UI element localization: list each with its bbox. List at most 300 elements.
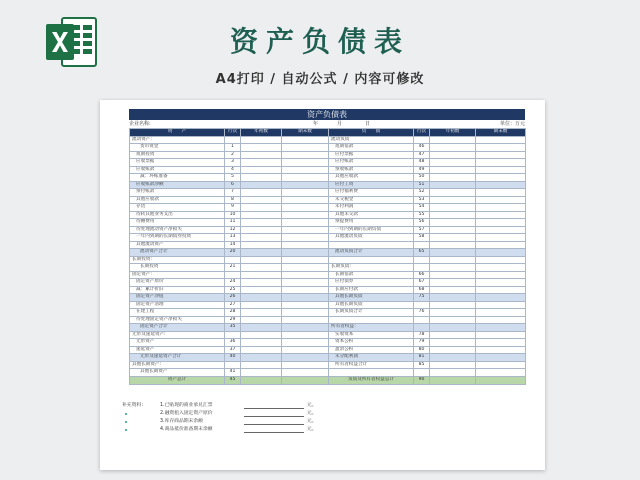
page-subtitle: A4打印 / 自动公式 / 内容可修改 (215, 72, 425, 87)
col-header: 年初数 (241, 129, 282, 137)
liability-end-cell[interactable] (476, 226, 526, 234)
year-label: 年 (313, 121, 319, 127)
col-header: 行次 (225, 129, 241, 137)
asset-begin-cell[interactable] (241, 354, 282, 362)
table-header-row (130, 129, 526, 137)
asset-begin-cell[interactable] (241, 174, 282, 182)
asset-line-no (225, 256, 241, 264)
col-header: 负 债 (329, 129, 414, 137)
asset-begin-cell[interactable] (241, 271, 282, 279)
liability-label (329, 369, 414, 377)
table-row (130, 361, 526, 369)
asset-end-cell[interactable] (282, 211, 329, 219)
liability-label: 流动负债合计 (329, 249, 414, 257)
liability-label (329, 316, 414, 324)
asset-line-no: 10 (225, 211, 241, 219)
liability-end-cell[interactable] (476, 301, 526, 309)
liability-line-no (414, 256, 430, 264)
liability-begin-cell[interactable] (430, 316, 476, 324)
liability-label: 应付债券 (329, 279, 414, 287)
liability-begin-cell[interactable] (430, 219, 476, 227)
asset-label: 待处理固定资产净损失 (130, 316, 225, 324)
asset-begin-cell[interactable] (241, 189, 282, 197)
note-unit: 元。 (307, 427, 317, 432)
asset-line-no: 5 (225, 174, 241, 182)
asset-total-label: 资产总计 (130, 376, 225, 384)
liability-label: 其他未交款 (329, 211, 414, 219)
liability-begin-cell[interactable] (430, 174, 476, 182)
liability-begin-cell[interactable] (430, 159, 476, 167)
asset-line-no (225, 136, 241, 144)
liability-begin-cell[interactable] (430, 279, 476, 287)
note-text: 2.融资租入固定资产原价 (160, 411, 213, 416)
liability-end-cell[interactable] (476, 166, 526, 174)
asset-total-end[interactable] (282, 376, 329, 384)
total-row (130, 376, 526, 384)
asset-end-cell[interactable] (282, 264, 329, 272)
liability-end-cell[interactable] (476, 354, 526, 362)
liability-end-cell[interactable] (476, 234, 526, 242)
liability-begin-cell[interactable] (430, 271, 476, 279)
liability-end-cell[interactable] (476, 264, 526, 272)
asset-label: 在建工程 (130, 309, 225, 317)
page-title: 资产负债表 (229, 25, 410, 58)
asset-line-no: 41 (225, 369, 241, 377)
col-header: 资 产 (130, 129, 225, 137)
asset-line-no: 37 (225, 346, 241, 354)
note-unit: 元。 (307, 403, 317, 408)
asset-total-begin[interactable] (241, 376, 282, 384)
note-item (122, 418, 372, 425)
asset-end-cell[interactable] (282, 166, 329, 174)
asset-end-cell[interactable] (282, 189, 329, 197)
liability-line-no: 76 (414, 309, 430, 317)
table-row (130, 166, 526, 174)
liability-line-no: 66 (414, 271, 430, 279)
liability-label: 长期应付款 (329, 286, 414, 294)
liability-line-no (414, 264, 430, 272)
liability-line-no: 55 (414, 211, 430, 219)
liability-label: 预提费用 (329, 219, 414, 227)
asset-begin-cell[interactable] (241, 279, 282, 287)
asset-begin-cell[interactable] (241, 196, 282, 204)
liability-end-cell[interactable] (476, 316, 526, 324)
liability-line-no: 80 (414, 346, 430, 354)
asset-end-cell[interactable] (282, 279, 329, 287)
liability-begin-cell[interactable] (430, 166, 476, 174)
asset-line-no (225, 361, 241, 369)
asset-label: 无形及递延资产: (130, 331, 225, 339)
asset-label: 减：累计折旧 (130, 286, 225, 294)
asset-begin-cell[interactable] (241, 249, 282, 257)
liability-line-no: 65 (414, 249, 430, 257)
liability-end-cell[interactable] (476, 331, 526, 339)
asset-begin-cell[interactable] (241, 301, 282, 309)
table-row (130, 211, 526, 219)
liability-end-cell[interactable] (476, 249, 526, 257)
liability-label: 应付票据 (329, 151, 414, 159)
liability-end-cell[interactable] (476, 204, 526, 212)
liability-begin-cell[interactable] (430, 226, 476, 234)
table-row (130, 181, 526, 189)
table-body (130, 136, 526, 384)
asset-end-cell[interactable] (282, 136, 329, 144)
asset-end-cell[interactable] (282, 196, 329, 204)
asset-end-cell[interactable] (282, 354, 329, 362)
liability-label: 盈余公积 (329, 346, 414, 354)
liability-begin-cell[interactable] (430, 346, 476, 354)
asset-begin-cell[interactable] (241, 264, 282, 272)
liability-line-no: 58 (414, 234, 430, 242)
asset-begin-cell[interactable] (241, 346, 282, 354)
table-row (130, 174, 526, 182)
liability-end-cell[interactable] (476, 361, 526, 369)
spreadsheet-page (100, 100, 545, 470)
liability-label: 应付账款 (329, 159, 414, 167)
asset-total-line-no: 45 (225, 376, 241, 384)
liability-begin-cell[interactable] (430, 354, 476, 362)
asset-begin-cell[interactable] (241, 181, 282, 189)
table-row (130, 234, 526, 242)
table-row (130, 241, 526, 249)
asset-begin-cell[interactable] (241, 144, 282, 152)
asset-begin-cell[interactable] (241, 294, 282, 302)
asset-begin-cell[interactable] (241, 316, 282, 324)
sheet-info-row (129, 120, 525, 128)
liability-line-no: 75 (414, 294, 430, 302)
liability-end-cell[interactable] (476, 324, 526, 332)
asset-end-cell[interactable] (282, 339, 329, 347)
asset-begin-cell[interactable] (241, 324, 282, 332)
asset-begin-cell[interactable] (241, 226, 282, 234)
liability-end-cell[interactable] (476, 219, 526, 227)
asset-label: 流动资产: (130, 136, 225, 144)
asset-line-no: 26 (225, 294, 241, 302)
asset-begin-cell[interactable] (241, 211, 282, 219)
liability-line-no (414, 316, 430, 324)
liability-label: 一年内到期的长期负债 (329, 226, 414, 234)
col-header: 行次 (414, 129, 430, 137)
liability-end-cell[interactable] (476, 369, 526, 377)
asset-line-no: 27 (225, 301, 241, 309)
asset-end-cell[interactable] (282, 369, 329, 377)
table-row (130, 301, 526, 309)
asset-line-no: 14 (225, 241, 241, 249)
asset-end-cell[interactable] (282, 286, 329, 294)
page-header (0, 0, 640, 100)
liability-label: 资本公积 (329, 339, 414, 347)
liability-line-no: 57 (414, 226, 430, 234)
liability-total-end[interactable] (476, 376, 526, 384)
asset-label: 待处理流动资产净损失 (130, 226, 225, 234)
liability-line-no (414, 324, 430, 332)
liability-end-cell[interactable] (476, 271, 526, 279)
asset-end-cell[interactable] (282, 241, 329, 249)
liability-label: 预收账款 (329, 166, 414, 174)
asset-line-no: 28 (225, 309, 241, 317)
liability-label: 长期负债: (329, 264, 414, 272)
liability-begin-cell[interactable] (430, 196, 476, 204)
asset-line-no: 9 (225, 204, 241, 212)
liability-line-no: 85 (414, 361, 430, 369)
asset-begin-cell[interactable] (241, 339, 282, 347)
asset-label: 短期投资 (130, 151, 225, 159)
asset-line-no: 24 (225, 279, 241, 287)
liability-label: 未分配利润 (329, 354, 414, 362)
liability-begin-cell[interactable] (430, 324, 476, 332)
liability-begin-cell[interactable] (430, 361, 476, 369)
liability-end-cell[interactable] (476, 196, 526, 204)
asset-begin-cell[interactable] (241, 286, 282, 294)
table-row (130, 279, 526, 287)
liability-end-cell[interactable] (476, 144, 526, 152)
liability-label: 流动负债 (329, 136, 414, 144)
asset-line-no: 35 (225, 324, 241, 332)
asset-label: 预付账款 (130, 189, 225, 197)
liability-begin-cell[interactable] (430, 249, 476, 257)
liability-line-no: 53 (414, 196, 430, 204)
table-row (130, 144, 526, 152)
liability-line-no: 68 (414, 286, 430, 294)
asset-end-cell[interactable] (282, 204, 329, 212)
bullet-dot-icon (125, 413, 127, 415)
asset-end-cell[interactable] (282, 256, 329, 264)
liability-line-no (414, 241, 430, 249)
asset-label: 长期投资 (130, 264, 225, 272)
asset-label: 流动资产合计 (130, 249, 225, 257)
asset-end-cell[interactable] (282, 294, 329, 302)
asset-line-no: 2 (225, 151, 241, 159)
liability-line-no: 78 (414, 331, 430, 339)
day-label: 日 (365, 121, 371, 127)
asset-line-no: 36 (225, 339, 241, 347)
liability-begin-cell[interactable] (430, 294, 476, 302)
asset-label: 其他长期资产 (130, 369, 225, 377)
asset-line-no: 4 (225, 166, 241, 174)
asset-line-no: 8 (225, 196, 241, 204)
note-input-line[interactable] (244, 424, 304, 425)
asset-end-cell[interactable] (282, 331, 329, 339)
liability-begin-cell[interactable] (430, 301, 476, 309)
asset-line-no (225, 271, 241, 279)
liability-end-cell[interactable] (476, 174, 526, 182)
liability-end-cell[interactable] (476, 151, 526, 159)
asset-label: 无形资产 (130, 339, 225, 347)
asset-begin-cell[interactable] (241, 159, 282, 167)
table-row (130, 339, 526, 347)
asset-end-cell[interactable] (282, 144, 329, 152)
table-row (130, 204, 526, 212)
table-row (130, 294, 526, 302)
liability-line-no: 79 (414, 339, 430, 347)
asset-label: 其他应收款 (130, 196, 225, 204)
asset-begin-cell[interactable] (241, 309, 282, 317)
balance-sheet-table (129, 128, 526, 385)
table-row (130, 331, 526, 339)
table-row (130, 159, 526, 167)
asset-label: 递延资产 (130, 346, 225, 354)
liability-end-cell[interactable] (476, 181, 526, 189)
asset-begin-cell[interactable] (241, 219, 282, 227)
liability-begin-cell[interactable] (430, 339, 476, 347)
month-label: 月 (337, 121, 343, 127)
asset-end-cell[interactable] (282, 346, 329, 354)
liability-begin-cell[interactable] (430, 309, 476, 317)
note-item (122, 426, 372, 433)
notes-label: 补充资料： (122, 403, 146, 408)
liability-label (329, 241, 414, 249)
liability-label: 长期负债合计 (329, 309, 414, 317)
asset-end-cell[interactable] (282, 226, 329, 234)
liability-end-cell[interactable] (476, 189, 526, 197)
asset-end-cell[interactable] (282, 316, 329, 324)
liability-begin-cell[interactable] (430, 189, 476, 197)
liability-begin-cell[interactable] (430, 264, 476, 272)
asset-end-cell[interactable] (282, 151, 329, 159)
asset-end-cell[interactable] (282, 249, 329, 257)
liability-label: 其他流动负债 (329, 234, 414, 242)
liability-label: 所有者权益： (329, 324, 414, 332)
asset-end-cell[interactable] (282, 219, 329, 227)
asset-line-no: 40 (225, 354, 241, 362)
col-header: 年初数 (430, 129, 476, 137)
table-row (130, 151, 526, 159)
asset-begin-cell[interactable] (241, 234, 282, 242)
note-item (122, 402, 372, 409)
col-header: 期末数 (476, 129, 526, 137)
liability-begin-cell[interactable] (430, 136, 476, 144)
liability-line-no: 81 (414, 354, 430, 362)
table-row (130, 219, 526, 227)
asset-end-cell[interactable] (282, 174, 329, 182)
asset-begin-cell[interactable] (241, 166, 282, 174)
liability-begin-cell[interactable] (430, 256, 476, 264)
liability-begin-cell[interactable] (430, 241, 476, 249)
note-text: 3.库存商品期末余额 (160, 419, 203, 424)
liability-line-no (414, 301, 430, 309)
table-row (130, 256, 526, 264)
liability-line-no: 49 (414, 166, 430, 174)
table-row (130, 324, 526, 332)
liability-end-cell[interactable] (476, 211, 526, 219)
asset-label: 固定资产合计 (130, 324, 225, 332)
liability-total-line-no: 90 (414, 376, 430, 384)
liability-end-cell[interactable] (476, 279, 526, 287)
note-input-line[interactable] (244, 408, 304, 409)
liability-end-cell[interactable] (476, 256, 526, 264)
liability-line-no: 51 (414, 181, 430, 189)
liability-total-label: 负债及所有者权益总计 (329, 376, 414, 384)
asset-label: 减：坏账准备 (130, 174, 225, 182)
asset-begin-cell[interactable] (241, 151, 282, 159)
asset-begin-cell[interactable] (241, 331, 282, 339)
note-input-line[interactable] (244, 416, 304, 417)
liability-end-cell[interactable] (476, 294, 526, 302)
liability-line-no (414, 369, 430, 377)
note-unit: 元。 (307, 419, 317, 424)
asset-end-cell[interactable] (282, 309, 329, 317)
table-row (130, 264, 526, 272)
note-text: 4.商品抵价准备期末余额 (160, 427, 213, 432)
asset-end-cell[interactable] (282, 181, 329, 189)
company-label: 企业名称: (129, 121, 151, 127)
table-row (130, 136, 526, 144)
asset-begin-cell[interactable] (241, 256, 282, 264)
asset-end-cell[interactable] (282, 301, 329, 309)
table-row (130, 346, 526, 354)
liability-end-cell[interactable] (476, 339, 526, 347)
asset-end-cell[interactable] (282, 159, 329, 167)
note-item (122, 410, 372, 417)
asset-line-no: 3 (225, 159, 241, 167)
liability-line-no: 46 (414, 144, 430, 152)
asset-end-cell[interactable] (282, 271, 329, 279)
asset-end-cell[interactable] (282, 234, 329, 242)
liability-end-cell[interactable] (476, 159, 526, 167)
liability-label: 短期借款 (329, 144, 414, 152)
liability-begin-cell[interactable] (430, 204, 476, 212)
asset-begin-cell[interactable] (241, 369, 282, 377)
liability-begin-cell[interactable] (430, 331, 476, 339)
table-row (130, 316, 526, 324)
asset-end-cell[interactable] (282, 361, 329, 369)
table-row (130, 309, 526, 317)
bullet-dot-icon (125, 429, 127, 431)
liability-begin-cell[interactable] (430, 369, 476, 377)
asset-line-no: 6 (225, 181, 241, 189)
liability-begin-cell[interactable] (430, 211, 476, 219)
asset-begin-cell[interactable] (241, 136, 282, 144)
liability-line-no (414, 136, 430, 144)
liability-total-begin[interactable] (430, 376, 476, 384)
liability-begin-cell[interactable] (430, 286, 476, 294)
asset-label: 应收票据 (130, 159, 225, 167)
liability-line-no: 48 (414, 159, 430, 167)
asset-label: 存货 (130, 204, 225, 212)
sheet-title: 资产负债表 (129, 109, 525, 120)
liability-begin-cell[interactable] (430, 234, 476, 242)
asset-begin-cell[interactable] (241, 241, 282, 249)
liability-label: 其他长期负债 (329, 294, 414, 302)
table-row (130, 189, 526, 197)
liability-begin-cell[interactable] (430, 144, 476, 152)
note-unit: 元。 (307, 411, 317, 416)
asset-line-no: 21 (225, 264, 241, 272)
asset-begin-cell[interactable] (241, 204, 282, 212)
asset-label: 无形及递延资产合计 (130, 354, 225, 362)
asset-line-no: 7 (225, 189, 241, 197)
liability-label: 未交税金 (329, 196, 414, 204)
asset-label: 待摊费用 (130, 219, 225, 227)
table-row (130, 369, 526, 377)
note-input-line[interactable] (244, 432, 304, 433)
liability-end-cell[interactable] (476, 241, 526, 249)
asset-label: 固定资产原价 (130, 279, 225, 287)
asset-label: 应收账款净额 (130, 181, 225, 189)
asset-end-cell[interactable] (282, 324, 329, 332)
liability-end-cell[interactable] (476, 286, 526, 294)
liability-begin-cell[interactable] (430, 151, 476, 159)
table-row (130, 271, 526, 279)
liability-end-cell[interactable] (476, 309, 526, 317)
asset-line-no: 25 (225, 286, 241, 294)
liability-begin-cell[interactable] (430, 181, 476, 189)
asset-begin-cell[interactable] (241, 361, 282, 369)
asset-label: 待转其他业务支出 (130, 211, 225, 219)
liability-end-cell[interactable] (476, 136, 526, 144)
liability-end-cell[interactable] (476, 346, 526, 354)
liability-label: 其他长期负债 (329, 301, 414, 309)
